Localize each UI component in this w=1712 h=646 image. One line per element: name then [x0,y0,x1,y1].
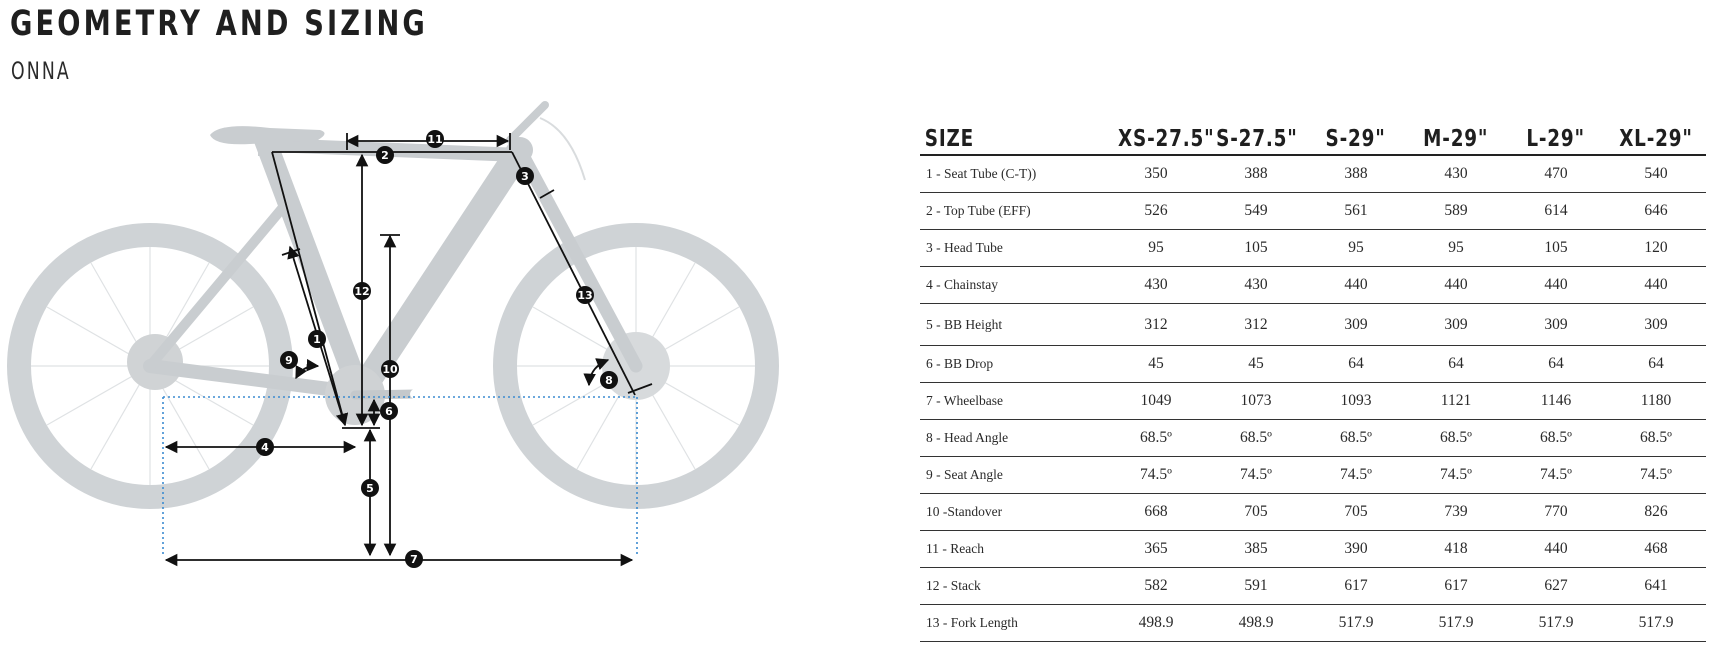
row-label: 3 - Head Tube [920,230,1106,267]
bike-silhouette [19,105,767,497]
table-cell: 430 [1206,267,1306,304]
table-cell: 45 [1206,346,1306,383]
column-header: XS-27.5" [1106,114,1206,155]
table-cell: 68.5º [1606,420,1706,457]
svg-text:10: 10 [382,363,398,376]
table-cell: 74.5º [1206,457,1306,494]
marker-6 [380,402,398,420]
table-cell: 526 [1106,193,1206,230]
table-cell: 705 [1206,494,1306,531]
table-cell: 105 [1506,230,1606,267]
row-label: 11 - Reach [920,531,1106,568]
table-cell: 617 [1306,568,1406,605]
marker-10 [381,360,399,378]
table-cell: 440 [1406,267,1506,304]
table-cell: 1121 [1406,383,1506,420]
table-cell: 105 [1206,230,1306,267]
marker-8 [600,371,618,389]
table-cell: 430 [1106,267,1206,304]
table-cell: 440 [1506,267,1606,304]
marker-2 [376,146,394,164]
table-cell: 390 [1306,531,1406,568]
column-header: L-29" [1506,114,1606,155]
table-cell: 770 [1506,494,1606,531]
svg-text:6: 6 [385,405,393,418]
table-row [920,230,1706,267]
table-cell: 1049 [1106,383,1206,420]
table-cell: 74.5º [1406,457,1506,494]
table-cell: 498.9 [1206,605,1306,642]
table-cell: 517.9 [1606,605,1706,642]
table-cell: 95 [1106,230,1206,267]
table-cell: 74.5º [1306,457,1406,494]
marker-3 [516,167,534,185]
table-header-row [920,114,1706,155]
svg-text:3: 3 [521,170,529,183]
column-header: S-29" [1306,114,1406,155]
page-title: GEOMETRY AND SIZING [10,4,428,44]
table-cell: 68.5º [1506,420,1606,457]
svg-text:9: 9 [285,354,293,367]
table-cell: 641 [1606,568,1706,605]
svg-text:5: 5 [366,482,374,495]
row-label: 10 -Standover [920,494,1106,531]
table-cell: 385 [1206,531,1306,568]
table-cell: 365 [1106,531,1206,568]
table-cell: 614 [1506,193,1606,230]
table-cell: 589 [1406,193,1506,230]
table-cell: 74.5º [1606,457,1706,494]
table-cell: 582 [1106,568,1206,605]
table-cell: 95 [1406,230,1506,267]
svg-text:1: 1 [313,333,321,346]
table-cell: 388 [1206,155,1306,193]
table-row [920,568,1706,605]
table-cell: 440 [1506,531,1606,568]
geometry-table [920,114,1706,642]
row-label: 7 - Wheelbase [920,383,1106,420]
table-cell: 470 [1506,155,1606,193]
table-row [920,346,1706,383]
marker-13 [576,286,594,304]
table-cell: 64 [1306,346,1406,383]
svg-text:11: 11 [427,133,443,146]
table-cell: 646 [1606,193,1706,230]
table-cell: 440 [1606,267,1706,304]
table-cell: 440 [1306,267,1406,304]
row-label: 1 - Seat Tube (C-T)) [920,155,1106,193]
table-cell: 95 [1306,230,1406,267]
table-cell: 1093 [1306,383,1406,420]
table-cell: 68.5º [1206,420,1306,457]
table-cell: 309 [1306,304,1406,346]
table-row [920,420,1706,457]
table-cell: 418 [1406,531,1506,568]
table-cell: 739 [1406,494,1506,531]
row-label: 5 - BB Height [920,304,1106,346]
table-cell: 309 [1406,304,1506,346]
crank-arm [355,394,415,395]
table-row [920,605,1706,642]
table-cell: 68.5º [1306,420,1406,457]
column-header: M-29" [1406,114,1506,155]
table-cell: 64 [1406,346,1506,383]
marker-9 [280,351,298,369]
table-cell: 705 [1306,494,1406,531]
marker-12 [353,282,371,300]
svg-text:4: 4 [261,441,269,454]
table-cell: 498.9 [1106,605,1206,642]
table-cell: 120 [1606,230,1706,267]
table-cell: 468 [1606,531,1706,568]
table-cell: 68.5º [1406,420,1506,457]
row-label: 4 - Chainstay [920,267,1106,304]
table-cell: 826 [1606,494,1706,531]
svg-text:12: 12 [354,285,370,298]
table-cell: 64 [1606,346,1706,383]
table-row [920,193,1706,230]
table-row [920,457,1706,494]
marker-11 [426,130,444,148]
table-cell: 617 [1406,568,1506,605]
table-cell: 64 [1506,346,1606,383]
model-name: ONNA [11,57,71,85]
table-cell: 517.9 [1506,605,1606,642]
seatpost [258,138,266,156]
bike-geometry-diagram [0,100,800,570]
table-cell: 68.5º [1106,420,1206,457]
table-cell: 517.9 [1406,605,1506,642]
table-cell: 627 [1506,568,1606,605]
table-cell: 668 [1106,494,1206,531]
table-cell: 350 [1106,155,1206,193]
table-cell: 388 [1306,155,1406,193]
seat-angle-arc [296,366,318,378]
column-header: S-27.5" [1206,114,1306,155]
marker-5 [361,479,379,497]
table-cell: 309 [1506,304,1606,346]
column-header-size: SIZE [920,114,1106,155]
table-cell: 312 [1106,304,1206,346]
table-cell: 561 [1306,193,1406,230]
column-header: XL-29" [1606,114,1706,155]
table-cell: 74.5º [1106,457,1206,494]
svg-text:8: 8 [605,374,613,387]
table-row [920,304,1706,346]
table-cell: 517.9 [1306,605,1406,642]
row-label: 8 - Head Angle [920,420,1106,457]
table-cell: 549 [1206,193,1306,230]
table-row [920,494,1706,531]
table-row [920,155,1706,193]
row-label: 9 - Seat Angle [920,457,1106,494]
table-row [920,383,1706,420]
table-cell: 45 [1106,346,1206,383]
row-label: 6 - BB Drop [920,346,1106,383]
table-cell: 1073 [1206,383,1306,420]
svg-text:7: 7 [410,553,418,566]
row-label: 2 - Top Tube (EFF) [920,193,1106,230]
marker-4 [256,438,274,456]
handlebar [540,118,585,180]
marker-1 [308,330,326,348]
svg-text:13: 13 [577,289,593,302]
marker-7 [405,550,423,568]
row-label: 12 - Stack [920,568,1106,605]
table-cell: 74.5º [1506,457,1606,494]
table-cell: 591 [1206,568,1306,605]
table-cell: 309 [1606,304,1706,346]
svg-text:2: 2 [381,149,389,162]
table-row [920,267,1706,304]
table-cell: 430 [1406,155,1506,193]
table-cell: 1146 [1506,383,1606,420]
table-cell: 312 [1206,304,1306,346]
row-label: 13 - Fork Length [920,605,1106,642]
table-cell: 540 [1606,155,1706,193]
table-cell: 1180 [1606,383,1706,420]
table-row [920,531,1706,568]
